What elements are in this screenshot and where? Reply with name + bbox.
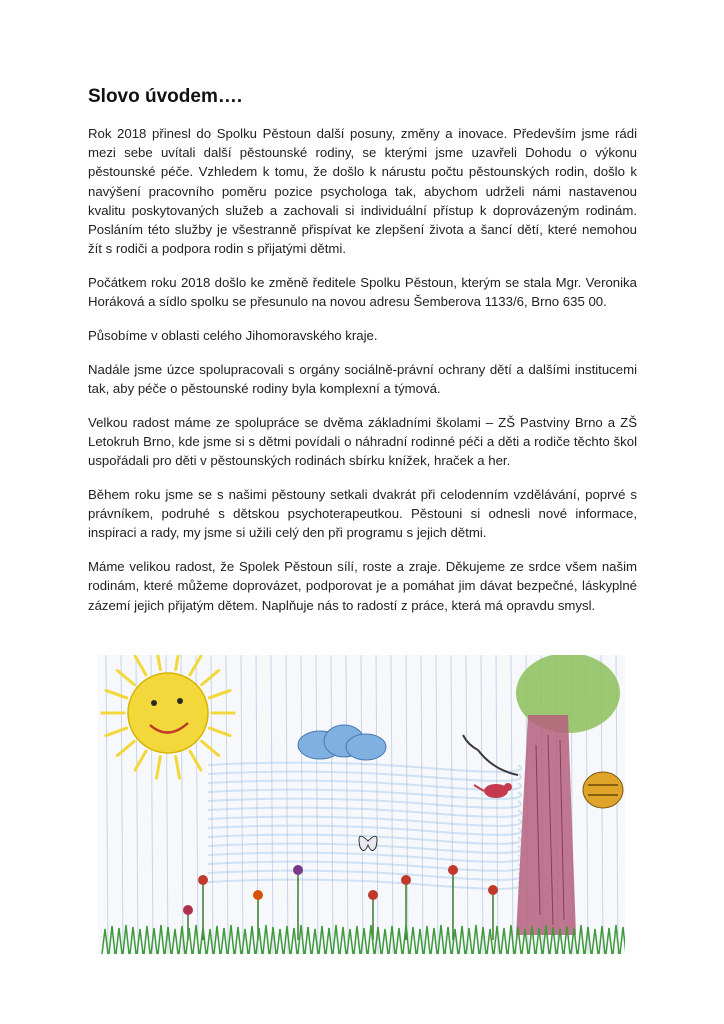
- paragraph: Velkou radost máme ze spolupráce se dvěma základními školami – ZŠ Pastviny Brno a ZŠ Letokruh Brno, kde jsme si s dětmi povídali o náhradní rodinné péči a děti a rodiče těchto škol uspořádali pro děti v pěstounských rodinách sbírku knížek, hraček a her.: [88, 414, 637, 469]
- paragraph: Máme velikou radost, že Spolek Pěstoun sílí, roste a zraje. Děkujeme ze srdce všem našim rodinám, které můžeme doprovázet, podporovat je a pomáhat jim dávat bezpečné, láskyplné zázemí jejich přijatým dětem. Naplňuje nás to radostí z práce, která má opravdu smysl.: [88, 559, 637, 613]
- body-text: [88, 124, 637, 629]
- paragraph: Počátkem roku 2018 došlo ke změně ředitele Spolku Pěstoun, kterým se stala Mgr. Veronika Horáková a sídlo spolku se přesunulo na novou adresu Šemberova 1133/6, Brno 635 00.: [88, 275, 637, 310]
- paragraph: Během roku jsme se s našimi pěstouny setkali dvakrát při celodenním vzdělávání, poprvé s právníkem, podruhé s dětskou psychoterapeutkou. Pěstouni si odnesli nové informace, inspiraci a rady, my jsme si užili celý den při programu s jejich dětmi.: [88, 487, 637, 541]
- paragraph: Nadále jsme úzce spolupracovali s orgány sociálně-právní ochrany dětí a dalšími institucemi tak, aby péče o pěstounské rodiny byla komplexní a týmová.: [88, 361, 637, 397]
- child-drawing: [98, 655, 625, 954]
- paragraph: Působíme v oblasti celého Jihomoravského kraje.: [88, 328, 378, 344]
- heading: Slovo úvodem….: [88, 86, 243, 107]
- paragraph: Rok 2018 přinesl do Spolku Pěstoun další posuny, změny a inovace. Především jsme rádi mezi sebe uvítali další pěstounské rodiny, se kterými jsme uzavřeli Dohodu o výkonu pěstounské péče. Vzhledem k tomu, že došlo k nárustu počtu pěstounských rodin, došlo k navýšení pracovního poměru pozice psychologa tak, abychom udrželi námi nastavenou kvalitu poskytovaných služeb a zachovali si individuální přístup k doprovázeným rodinám. Posláním této služby je všestranně přispívat ke zlepšení života a šancí dětí, které nemohou žít s rodiči a podpora rodin s přijatými dětmi.: [88, 126, 637, 257]
